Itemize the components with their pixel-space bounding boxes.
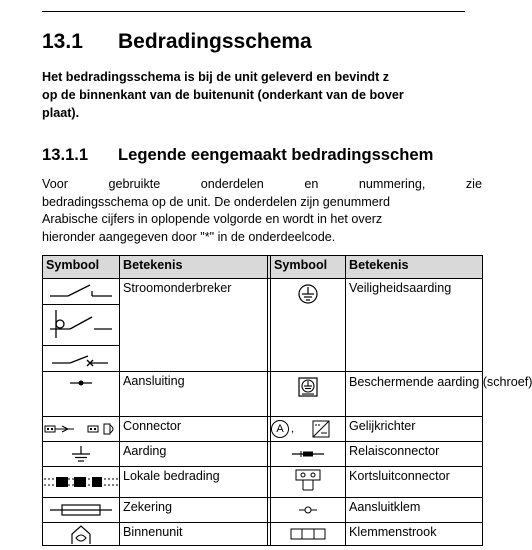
column-header: Betekenis: [120, 256, 268, 279]
meaning-cell: Gelijkrichter: [346, 417, 483, 442]
subsection-title: Legende eengemaakt bedradingsschem: [118, 145, 434, 164]
table-row: [43, 442, 483, 467]
intro-line: op de binnenkant van de buitenunit (onderkant van de bover: [42, 88, 404, 102]
meaning-cell: Aansluiting: [120, 372, 268, 417]
meaning-cell: Klemmenstrook: [346, 523, 483, 546]
word: Voor: [42, 177, 68, 191]
meaning-cell: Relaisconnector: [346, 442, 483, 467]
connection-icon: [43, 372, 120, 417]
word: gebruikte: [108, 177, 161, 191]
subsection-heading: [42, 145, 433, 165]
protective-earth-icon: [271, 279, 346, 372]
table-row: [43, 498, 483, 523]
table-row: [43, 372, 483, 417]
word: zie: [465, 177, 482, 191]
thermal-breaker-icon: [43, 305, 119, 346]
body-paragraph: [42, 176, 482, 246]
meaning-cell: Zekering: [120, 498, 268, 523]
word: en: [304, 177, 319, 191]
meaning-cell: Connector: [120, 417, 268, 442]
column-header: Symbool: [43, 256, 120, 279]
intro-line: plaat).: [42, 106, 80, 120]
field-wiring-icon: [43, 467, 120, 498]
legend-table: [42, 255, 532, 546]
fuse-breaker-icon: [43, 346, 119, 371]
column-header: Symbool: [271, 256, 346, 279]
word: onderdelen: [200, 177, 264, 191]
meaning-cell: Kortsluitconnector: [346, 467, 483, 498]
meaning-cell: Veiligheidsaarding: [346, 279, 483, 372]
paragraph-line-1: [42, 176, 482, 194]
short-circuit-connector-icon: [271, 467, 346, 498]
section-number: 13.1: [42, 30, 83, 53]
meaning-cell: Stroomonderbreker: [120, 279, 268, 372]
protective-earth-screw-icon: [271, 372, 346, 417]
connector-icon: [43, 417, 120, 442]
terminal-strip-icon: [271, 523, 346, 546]
relay-connector-icon: [271, 442, 346, 467]
circuit-breaker-icon: [43, 279, 119, 305]
intro-line: Het bedradingsschema is bij de unit geleverd en bevindt z: [42, 70, 390, 84]
paragraph-line: hieronder aangegeven door "*" in de onderdeelcode.: [42, 229, 336, 244]
fuse-icon: [43, 498, 120, 523]
earth-icon: [43, 442, 120, 467]
table-row: [43, 417, 483, 442]
subsection-number: 13.1.1: [42, 145, 89, 164]
intro-text: [42, 68, 482, 122]
rectifier-icon: A ,: [271, 417, 346, 442]
ammeter-letter: A: [271, 420, 289, 438]
section-heading: [42, 30, 312, 54]
paragraph-line: Arabische cijfers in oplopende volgorde en wordt in het overz: [42, 212, 383, 226]
table-row: [43, 467, 483, 498]
meaning-cell: Aansluitklem: [346, 498, 483, 523]
word: nummering,: [358, 177, 426, 191]
meaning-cell: Beschermende aarding (schroef): [346, 372, 483, 417]
top-rule: [42, 11, 465, 12]
table-header-row: [43, 256, 483, 279]
table-row: [43, 279, 483, 372]
section-title: Bedradingsschema: [118, 30, 312, 53]
meaning-cell: Binnenunit: [120, 523, 268, 546]
column-header: Betekenis: [346, 256, 483, 279]
indoor-unit-icon: [43, 523, 120, 546]
paragraph-line: bedradingsschema op de unit. De onderdelen zijn genummerd: [42, 194, 390, 209]
circuit-breaker-symbols: [43, 279, 120, 372]
table-row: [43, 523, 483, 546]
meaning-cell: Aarding: [120, 442, 268, 467]
meaning-cell: Lokale bedrading: [120, 467, 268, 498]
terminal-icon: [271, 498, 346, 523]
